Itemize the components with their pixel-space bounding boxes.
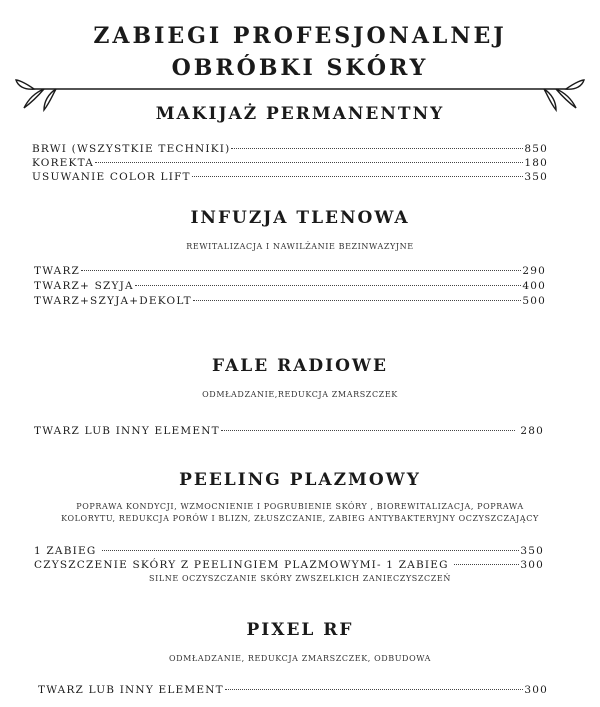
price-list-fale (34, 424, 544, 438)
item-price: 400 (522, 280, 546, 292)
section-subtitle-peeling-line2: KOLORYTU, REDUKCJA PORÓW I BLIZN, ZŁUSZCZANIE, ZABIEG ANTYBAKTERYJNY OCZYSZCZAJĄCY (61, 514, 539, 523)
item-price: 280 (515, 425, 544, 437)
item-price: 500 (522, 295, 546, 307)
price-list-makijaz (32, 142, 548, 184)
price-row (34, 294, 546, 309)
leader-dots (193, 300, 522, 301)
leader-dots (221, 430, 515, 431)
section-subtitle-peeling-line1: POPRAWA KONDYCJI, WZMOCNIENIE I POGRUBIENIE SKÓRY , BIOREWITALIZACJA, POPRAWA (76, 502, 524, 511)
price-row (32, 156, 548, 170)
item-label: 1 ZABIEG (34, 545, 101, 557)
item-price: 180 (524, 157, 548, 169)
price-row (34, 279, 546, 294)
section-note-peeling: SILNE OCZYSZCZANIE SKÓRY ZWSZELKICH ZANIECZYSZCZEŃ (149, 574, 451, 583)
section-title-infuzja: INFUZJA TLENOWA (190, 208, 410, 228)
leader-dots (192, 176, 524, 177)
price-row (32, 170, 548, 184)
price-row (34, 264, 546, 279)
item-price: 350 (524, 171, 548, 183)
price-row (34, 558, 544, 572)
price-row (34, 544, 544, 558)
leader-dots (95, 162, 523, 163)
leader-dots (454, 564, 519, 565)
page-title-line2: OBRÓBKI SKÓRY (171, 55, 429, 81)
item-label: KOREKTA (32, 157, 94, 169)
section-title-makijaz: MAKIJAŻ PERMANENTNY (155, 104, 445, 124)
section-title-fale: FALE RADIOWE (212, 356, 388, 376)
section-title-pixel-rf: PIXEL RF (246, 620, 354, 640)
item-label: TWARZ LUB INNY ELEMENT (38, 684, 224, 696)
item-label: TWARZ (34, 265, 81, 277)
price-list-peeling (34, 544, 544, 572)
section-subtitle-pixel-rf: ODMŁADZANIE, REDUKCJA ZMARSZCZEK, ODBUDOWA (168, 654, 432, 663)
item-price: 300 (524, 684, 548, 696)
leader-dots (225, 689, 524, 690)
item-label: USUWANIE COLOR LIFT (32, 171, 191, 183)
item-price: 290 (522, 265, 546, 277)
item-label: TWARZ+ SZYJA (34, 280, 134, 292)
price-row (38, 683, 548, 697)
item-label: CZYSZCZENIE SKÓRY Z PEELINGIEM PLAZMOWYMI- 1 ZABIEG (34, 559, 454, 571)
leader-dots (102, 550, 519, 551)
item-price: 850 (524, 143, 548, 155)
section-title-peeling: PEELING PLAZMOWY (179, 470, 421, 490)
item-price: 350 (520, 545, 544, 557)
price-row (34, 424, 544, 438)
leader-dots (135, 285, 522, 286)
leader-dots (231, 148, 523, 149)
item-price: 300 (520, 559, 544, 571)
price-list-pixel-rf (38, 683, 548, 697)
price-list-infuzja (34, 264, 546, 309)
leader-dots (81, 270, 521, 271)
section-subtitle-fale: ODMŁADZANIE,REDUKCJA ZMARSZCZEK (202, 390, 398, 399)
section-subtitle-infuzja: REWITALIZACJA I NAWILŻANIE BEZINWAZYJNE (186, 242, 414, 251)
page-title-line1: ZABIEGI PROFESJONALNEJ (93, 23, 507, 49)
price-row (32, 142, 548, 156)
item-label: TWARZ+SZYJA+DEKOLT (34, 295, 192, 307)
item-label: TWARZ LUB INNY ELEMENT (34, 425, 220, 437)
item-label: BRWI (WSZYSTKIE TECHNIKI) (32, 143, 231, 155)
